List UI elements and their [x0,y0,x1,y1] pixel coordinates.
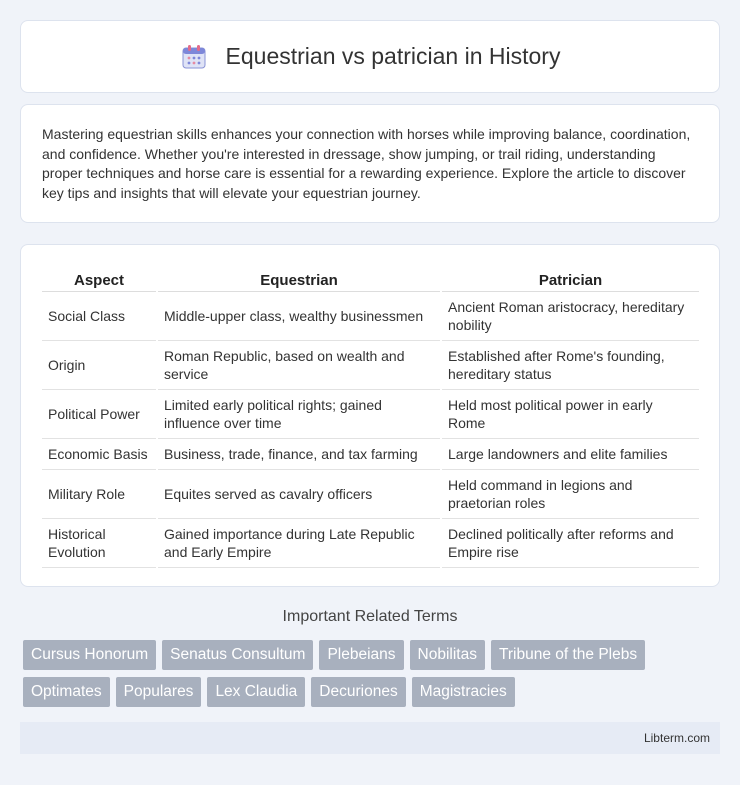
cell-equestrian: Middle-upper class, wealthy businessmen [157,291,441,340]
table-row [42,340,699,389]
header-aspect: Aspect [42,265,157,291]
tag-magistracies[interactable]: Magistracies [412,677,515,707]
cell-equestrian: Gained importance during Late Republic and Early Empire [157,518,441,567]
tag-nobilitas[interactable]: Nobilitas [410,640,485,670]
cell-aspect: Origin [42,340,157,389]
tag-tribune-of-the-plebs[interactable]: Tribune of the Plebs [491,640,645,670]
cell-patrician: Ancient Roman aristocracy, hereditary nobility [441,291,699,340]
related-terms [23,640,723,714]
cell-aspect: Economic Basis [42,438,157,469]
comparison-card [20,244,720,587]
tag-populares[interactable]: Populares [116,677,202,707]
tag-decuriones[interactable]: Decuriones [311,677,405,707]
cell-patrician: Held command in legions and praetorian roles [441,469,699,518]
footer-brand-link[interactable]: Libterm.com [643,731,710,745]
table-row [42,291,699,340]
cell-aspect: Military Role [42,469,157,518]
header-equestrian: Equestrian [157,265,441,291]
cell-equestrian: Business, trade, finance, and tax farming [157,438,441,469]
tag-plebeians[interactable]: Plebeians [319,640,403,670]
table-row [42,438,699,469]
tag-optimates[interactable]: Optimates [23,677,110,707]
header-card [20,20,720,93]
table-header-row [42,265,699,291]
cell-patrician: Established after Rome's founding, hereditary status [441,340,699,389]
calendar-icon [180,43,208,71]
cell-aspect: Political Power [42,389,157,438]
header-patrician: Patrician [441,265,699,291]
page-title: Equestrian vs patrician in History [225,43,561,69]
cell-equestrian: Equites served as cavalry officers [157,469,441,518]
cell-aspect: Social Class [42,291,157,340]
tag-lex-claudia[interactable]: Lex Claudia [207,677,305,707]
related-terms-title: Important Related Terms [282,608,458,625]
intro-text: Mastering equestrian skills enhances your connection with horses while improving balance, coordination, and confidence. Whether you're interested in dressage, show jumping, or trail riding, understanding proper techniques and horse care is essential for a rewarding experience. Explore the article to discover key tips and insights that will elevate your equestrian journey. [42,126,691,201]
cell-patrician: Large landowners and elite families [441,438,699,469]
table-row [42,469,699,518]
cell-equestrian: Roman Republic, based on wealth and service [157,340,441,389]
title-wrap [180,43,561,71]
tag-senatus-consultum[interactable]: Senatus Consultum [162,640,313,670]
cell-patrician: Declined politically after reforms and Empire rise [441,518,699,567]
tag-row [23,640,723,670]
tag-cursus-honorum[interactable]: Cursus Honorum [23,640,156,670]
table-row [42,389,699,438]
intro-card [20,104,720,223]
cell-patrician: Held most political power in early Rome [441,389,699,438]
comparison-table [42,265,699,568]
cell-aspect: Historical Evolution [42,518,157,567]
tag-row [23,677,723,707]
table-row [42,518,699,567]
cell-equestrian: Limited early political rights; gained influence over time [157,389,441,438]
footer [20,722,720,754]
